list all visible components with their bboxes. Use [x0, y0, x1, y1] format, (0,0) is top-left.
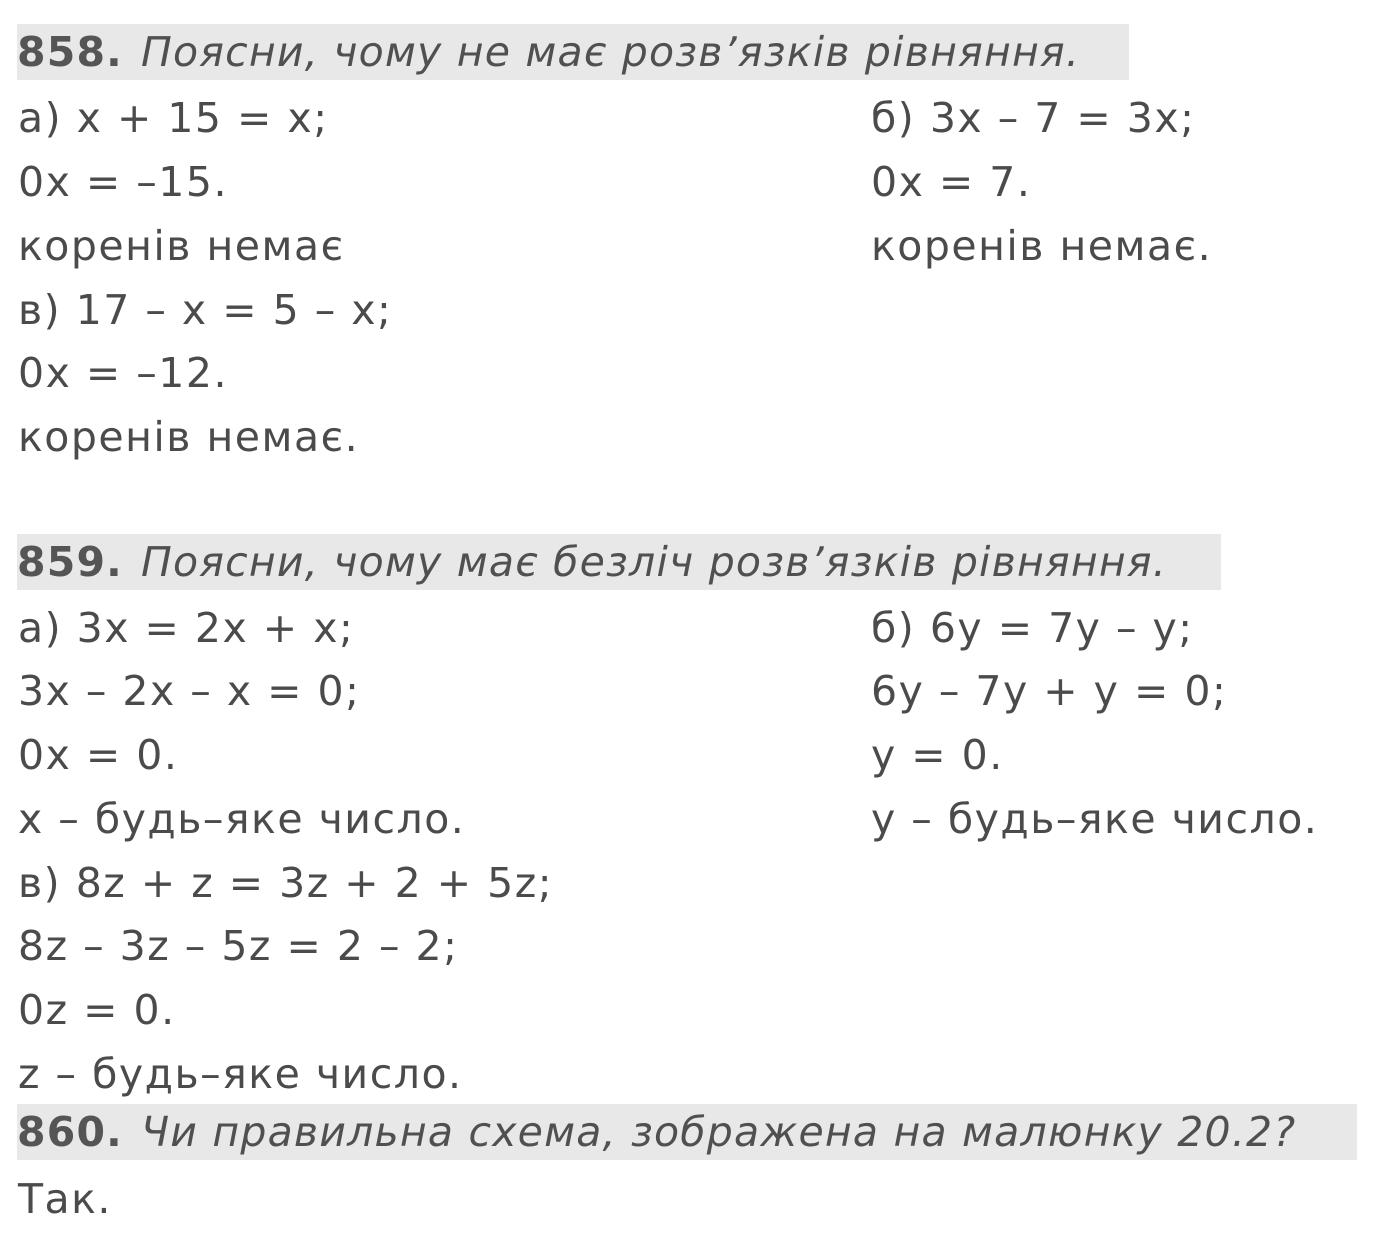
answer-line: Так. — [18, 1175, 112, 1223]
answer-line: коренів немає — [18, 222, 345, 270]
problem-number: 859. — [17, 538, 123, 586]
equation-line: 3x – 2x – x = 0; — [18, 667, 361, 715]
answer-line: z – будь–яке число. — [18, 1050, 463, 1098]
answer-line: коренів немає. — [871, 222, 1213, 270]
answer-line: коренів немає. — [18, 413, 360, 461]
equation-line: б) 3x – 7 = 3x; — [871, 94, 1196, 142]
problem-858-header — [17, 24, 1129, 80]
problem-860-header — [17, 1104, 1357, 1160]
equation-line: 0x = 0. — [18, 731, 179, 779]
equation-line: 0x = –12. — [18, 349, 228, 397]
equation-line: а) 3x = 2x + x; — [18, 604, 355, 652]
equation-line: y = 0. — [871, 731, 1004, 779]
equation-line: 0x = 7. — [871, 158, 1032, 206]
equation-line: 6y – 7y + y = 0; — [871, 667, 1228, 715]
problem-question: Чи правильна схема, зображена на малюнку 20.2? — [140, 1108, 1297, 1156]
answer-line: x – будь–яке число. — [18, 795, 466, 843]
equation-line: а) x + 15 = x; — [18, 94, 329, 142]
equation-line: б) 6y = 7y – y; — [871, 604, 1194, 652]
problem-859-header — [17, 534, 1221, 590]
problem-question: Поясни, чому має безліч розв’язків рівняння. — [140, 538, 1167, 586]
problem-number: 858. — [17, 28, 123, 76]
problem-question: Поясни, чому не має розв’язків рівняння. — [140, 28, 1081, 76]
problem-number: 860. — [17, 1108, 123, 1156]
equation-line: в) 17 – x = 5 – x; — [18, 286, 393, 334]
equation-line: 0x = –15. — [18, 158, 228, 206]
equation-line: в) 8z + z = 3z + 2 + 5z; — [18, 859, 554, 907]
equation-line: 8z – 3z – 5z = 2 – 2; — [18, 922, 459, 970]
answer-line: y – будь–яке число. — [871, 795, 1319, 843]
equation-line: 0z = 0. — [18, 986, 176, 1034]
